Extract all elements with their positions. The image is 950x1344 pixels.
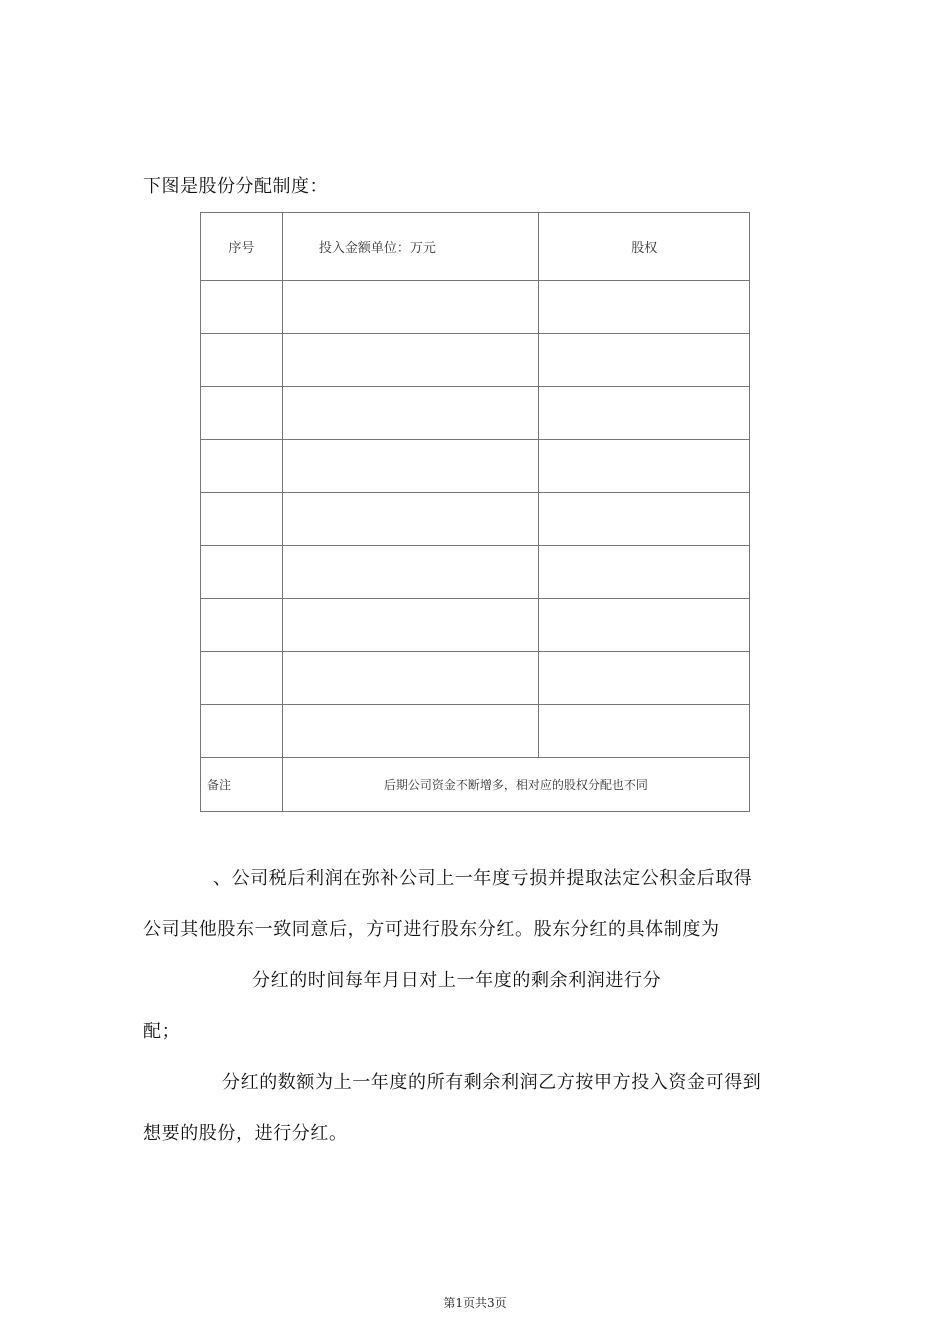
table-cell <box>201 334 283 387</box>
table-cell <box>282 493 539 546</box>
paragraph-profit-line-2: 公司其他股东一致同意后，方可进行股东分红。股东分红的具体制度为 <box>143 919 720 940</box>
table-cell <box>201 387 283 440</box>
table-row <box>201 493 750 546</box>
table-cell <box>201 440 283 493</box>
table-cell <box>282 387 539 440</box>
table-cell <box>539 334 750 387</box>
table-row <box>201 440 750 493</box>
table-cell <box>201 599 283 652</box>
table-row <box>201 652 750 705</box>
table-cell <box>282 281 539 334</box>
page-number-footer: 第1页共3页 <box>443 1296 507 1310</box>
table-cell <box>201 652 283 705</box>
table-cell <box>539 440 750 493</box>
table-row <box>201 546 750 599</box>
table-header-row <box>201 213 750 281</box>
paragraph-dividend-amount-line-2: 想要的股份，进行分红。 <box>143 1123 348 1144</box>
table-cell <box>282 705 539 758</box>
table-cell <box>282 546 539 599</box>
table-cell <box>282 599 539 652</box>
table-cell <box>539 546 750 599</box>
note-label: 备注 <box>201 758 283 812</box>
table-cell <box>539 493 750 546</box>
table-cell <box>201 281 283 334</box>
paragraph-dividend-amount-line-1: 分红的数额为上一年度的所有剩余利润乙方按甲方投入资金可得到 <box>222 1072 762 1093</box>
equity-allocation-table <box>200 212 750 812</box>
section-intro: 下图是股份分配制度： <box>143 176 328 197</box>
table-row <box>201 705 750 758</box>
table-cell <box>539 599 750 652</box>
table-cell <box>539 387 750 440</box>
header-equity: 股权 <box>539 213 750 281</box>
table-cell <box>201 546 283 599</box>
table-note-row <box>201 758 750 812</box>
paragraph-dividend-time-line-1: 分红的时间每年月日对上一年度的剩余利润进行分 <box>252 970 662 991</box>
header-investment-amount: 投入金额单位：万元 <box>282 213 539 281</box>
header-seq-no: 序号 <box>201 213 283 281</box>
table-cell <box>201 493 283 546</box>
table-cell <box>201 705 283 758</box>
table-cell <box>282 652 539 705</box>
table-row <box>201 599 750 652</box>
note-text: 后期公司资金不断增多，相对应的股权分配也不同 <box>282 758 749 812</box>
table-cell <box>539 652 750 705</box>
table-cell <box>282 440 539 493</box>
table-row <box>201 387 750 440</box>
table-cell <box>282 334 539 387</box>
table-cell <box>539 705 750 758</box>
table-cell <box>539 281 750 334</box>
paragraph-dividend-time-line-2: 配； <box>143 1021 181 1042</box>
table-row <box>201 281 750 334</box>
table-row <box>201 334 750 387</box>
paragraph-profit-line-1: 、公司税后利润在弥补公司上一年度亏损并提取法定公积金后取得 <box>213 868 753 889</box>
